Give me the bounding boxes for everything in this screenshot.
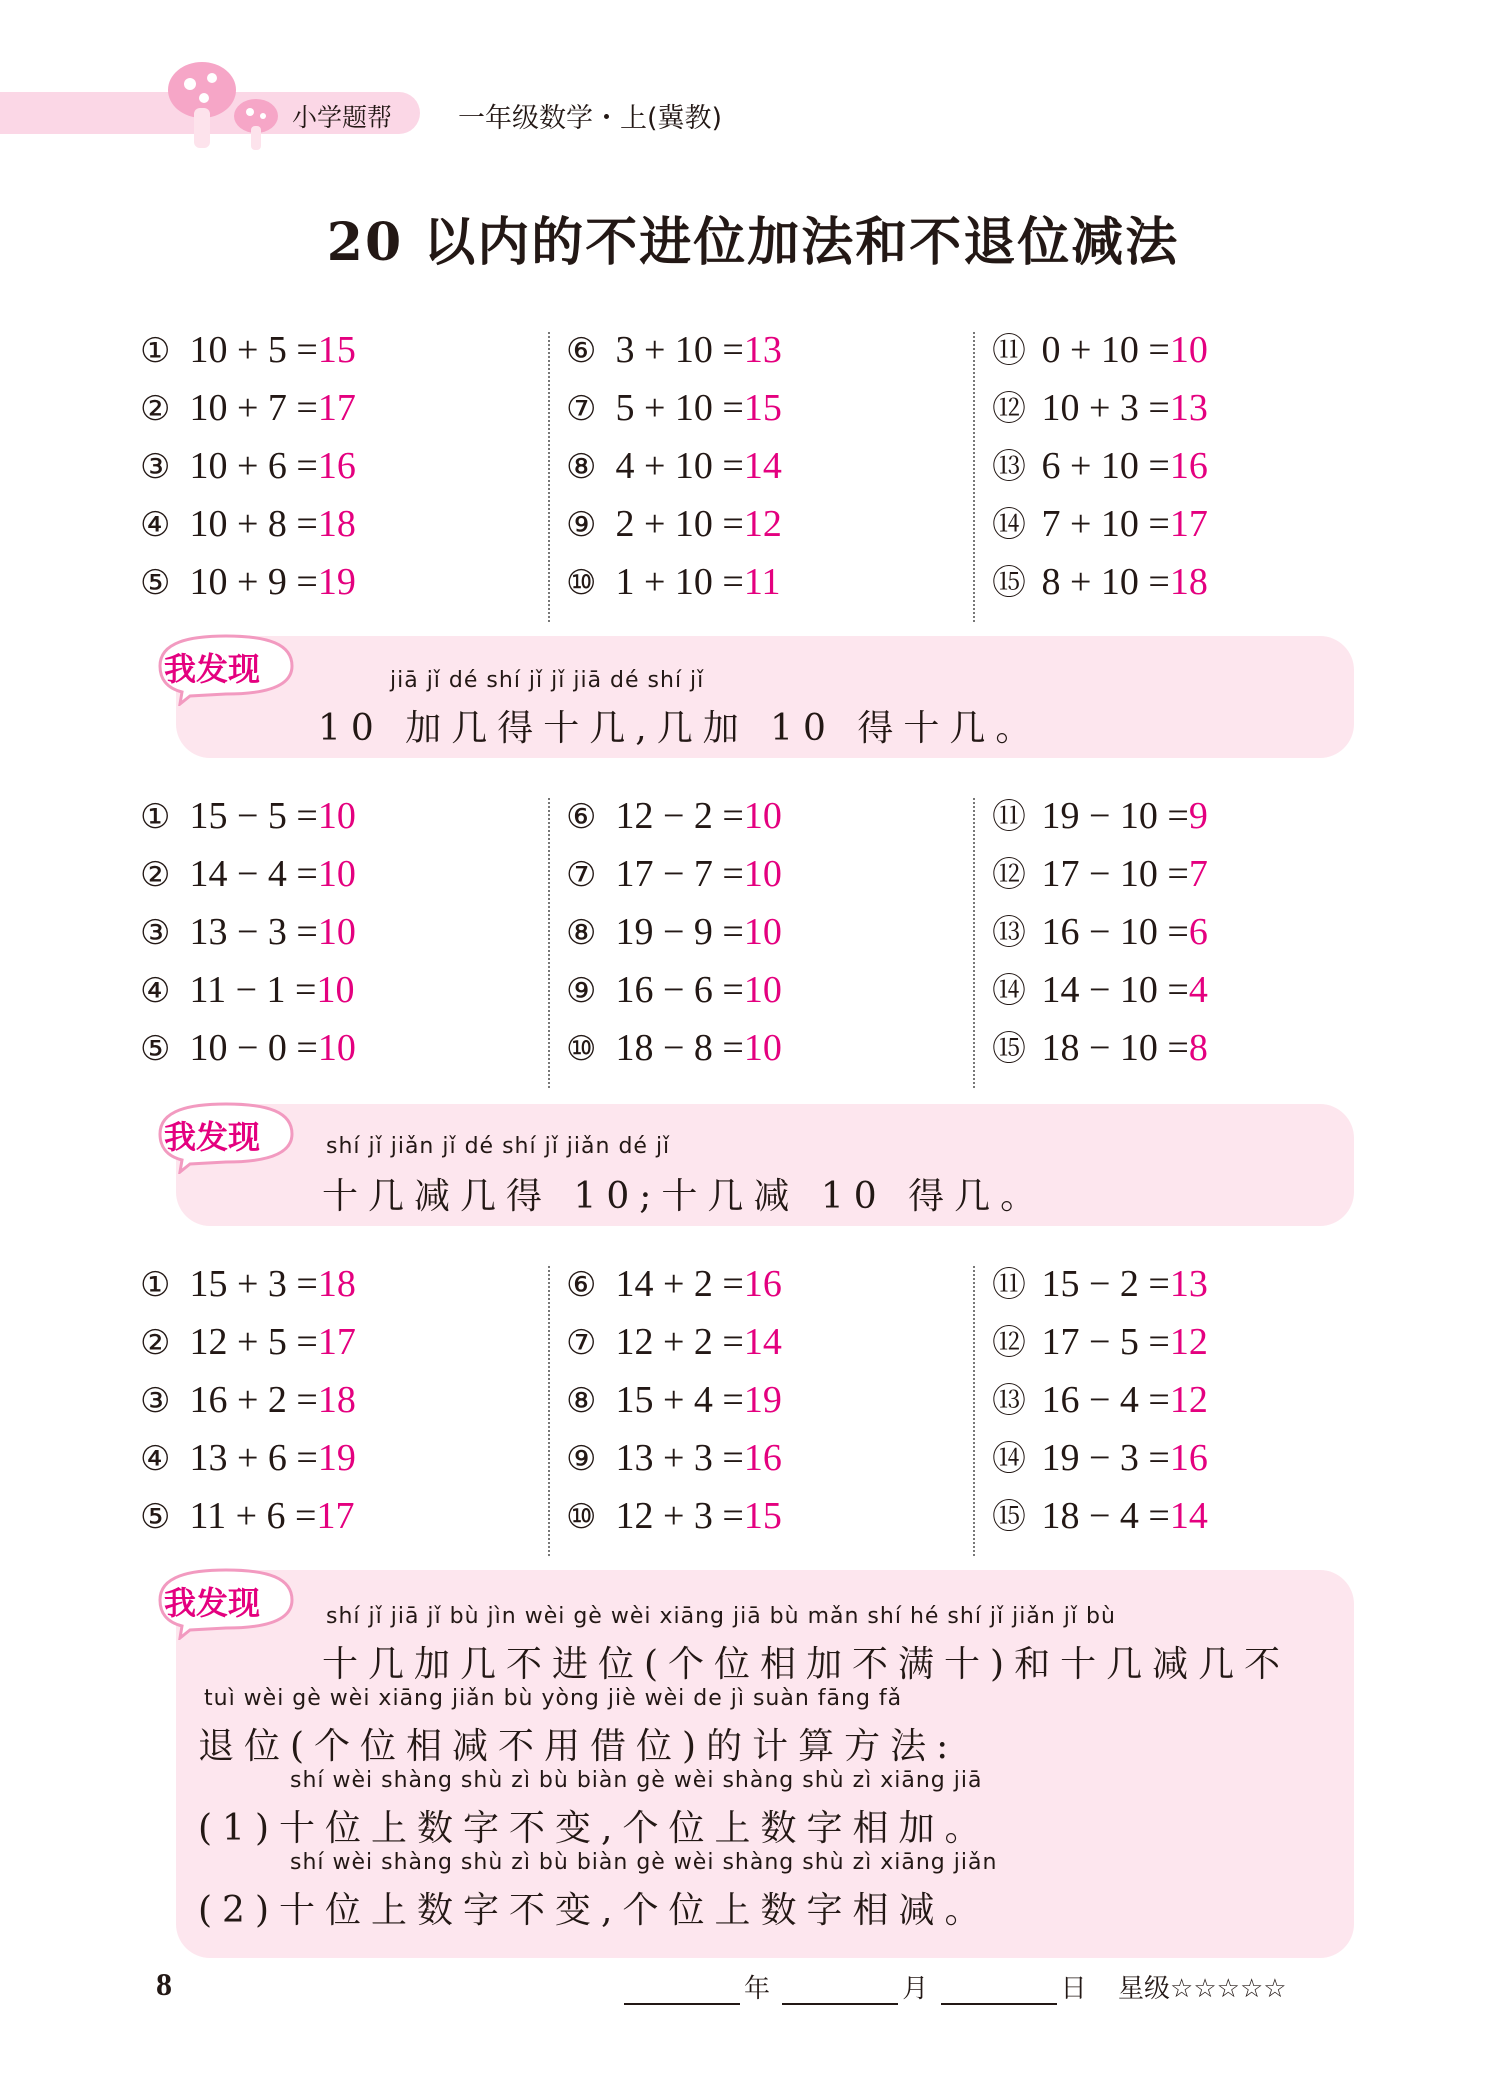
answer: 15: [743, 387, 782, 429]
month-blank: [782, 2003, 898, 2005]
answer: 16: [743, 1263, 782, 1305]
exercise-item: ⑦ 5 + 10 =15: [566, 387, 782, 429]
answer: 16: [1169, 445, 1208, 487]
exercise-item: ⑨ 2 + 10 =12: [566, 503, 782, 545]
page-title: 20 以内的不进位加法和不退位减法: [326, 212, 1180, 273]
exercise-item: ⑫ 10 + 3 =13: [992, 387, 1208, 429]
exercise-item: ⑪ 19 − 10 =9: [992, 795, 1208, 837]
exercise-grid-2: [0, 796, 1506, 1086]
pinyin-line: shí jǐ jiǎn jǐ dé shí jǐ jiǎn dé jǐ: [326, 1134, 671, 1159]
exercise-item: ① 15 + 3 =18: [140, 1263, 356, 1305]
answer: 16: [317, 445, 356, 487]
exercise-item: ⑩ 18 − 8 =10: [566, 1027, 782, 1069]
exercise-item: ③ 16 + 2 =18: [140, 1379, 356, 1421]
exercise-item: ⑥ 12 − 2 =10: [566, 795, 782, 837]
answer: 12: [1169, 1379, 1208, 1421]
answer: 10: [317, 911, 356, 953]
answer: 15: [743, 1495, 782, 1537]
pinyin-line: shí wèi shàng shù zì bù biàn gè wèi shàng shù zì xiāng jiā: [290, 1768, 983, 1793]
exercise-item: ③ 13 − 3 =10: [140, 911, 356, 953]
exercise-item: ⑧ 15 + 4 =19: [566, 1379, 782, 1421]
exercise-item: ⑬ 16 − 10 =6: [992, 911, 1208, 953]
answer: 13: [1169, 1263, 1208, 1305]
exercise-item: ⑬ 6 + 10 =16: [992, 445, 1208, 487]
star-rating: [1118, 1968, 1287, 2005]
answer: 14: [743, 445, 782, 487]
book-title: 一年级数学・上(冀教): [458, 103, 723, 134]
exercise-item: ⑤ 10 − 0 =10: [140, 1027, 356, 1069]
answer: 17: [1169, 503, 1208, 545]
answer: 19: [317, 561, 356, 603]
answer: 14: [743, 1321, 782, 1363]
exercise-item: ② 12 + 5 =17: [140, 1321, 356, 1363]
answer: 10: [316, 969, 355, 1011]
exercise-item: ⑪ 0 + 10 =10: [992, 329, 1208, 371]
answer: 9: [1188, 795, 1208, 837]
exercise-item: ④ 11 − 1 =10: [140, 969, 355, 1011]
discover-badge: 我发现: [150, 630, 302, 702]
exercise-item: ① 10 + 5 =15: [140, 329, 356, 371]
exercise-item: ⑫ 17 − 5 =12: [992, 1321, 1208, 1363]
exercise-item: ⑪ 15 − 2 =13: [992, 1263, 1208, 1305]
exercise-item: ⑭ 7 + 10 =17: [992, 503, 1208, 545]
exercise-item: ⑮ 18 − 4 =14: [992, 1495, 1208, 1537]
exercise-item: ⑮ 18 − 10 =8: [992, 1027, 1208, 1069]
answer: 7: [1188, 853, 1208, 895]
answer: 8: [1188, 1027, 1208, 1069]
exercise-item: ⑭ 14 − 10 =4: [992, 969, 1208, 1011]
answer: 12: [743, 503, 782, 545]
stars-label: 星级: [1118, 1974, 1171, 2004]
answer: 14: [1169, 1495, 1208, 1537]
answer: 11: [743, 561, 781, 603]
answer: 10: [317, 795, 356, 837]
exercise-item: ⑨ 13 + 3 =16: [566, 1437, 782, 1479]
day-blank: [941, 2003, 1057, 2005]
answer: 19: [743, 1379, 782, 1421]
answer: 17: [316, 1495, 355, 1537]
discover-text: 十几减几得 10;十几减 10 得几。: [322, 1176, 1047, 1217]
exercise-item: ② 14 − 4 =10: [140, 853, 356, 895]
answer: 13: [1169, 387, 1208, 429]
exercise-item: ⑩ 1 + 10 =11: [566, 561, 781, 603]
discover-text: (2)十位上数字不变,个位上数字相减。: [198, 1890, 991, 1931]
exercise-item: ⑭ 19 − 3 =16: [992, 1437, 1208, 1479]
answer: 10: [743, 795, 782, 837]
exercise-item: ⑩ 12 + 3 =15: [566, 1495, 782, 1537]
answer: 10: [317, 1027, 356, 1069]
discover-text: 退位(个位相减不用借位)的计算方法:: [198, 1726, 959, 1767]
exercise-item: ⑦ 17 − 7 =10: [566, 853, 782, 895]
answer: 6: [1188, 911, 1208, 953]
date-fields: [620, 1968, 1087, 2005]
discover-badge: 我发现: [150, 1098, 302, 1170]
pinyin-line: shí jǐ jiā jǐ bù jìn wèi gè wèi xiāng jiā bù mǎn shí hé shí jǐ jiǎn jǐ bù: [326, 1604, 1116, 1629]
answer: 12: [1169, 1321, 1208, 1363]
exercise-item: ⑥ 3 + 10 =13: [566, 329, 782, 371]
day-label: 日: [1060, 1974, 1087, 2004]
exercise-item: ⑥ 14 + 2 =16: [566, 1263, 782, 1305]
month-label: 月: [902, 1974, 929, 2004]
exercise-item: ① 15 − 5 =10: [140, 795, 356, 837]
answer: 10: [743, 911, 782, 953]
exercise-item: ⑨ 16 − 6 =10: [566, 969, 782, 1011]
stars-icons: ☆☆☆☆☆: [1170, 1974, 1287, 2004]
answer: 18: [317, 1263, 356, 1305]
exercise-item: ⑮ 8 + 10 =18: [992, 561, 1208, 603]
answer: 15: [317, 329, 356, 371]
exercise-item: ⑤ 11 + 6 =17: [140, 1495, 355, 1537]
discover-text: 10 加几得十几,几加 10 得十几。: [318, 708, 1042, 749]
answer: 10: [743, 853, 782, 895]
exercise-item: ⑬ 16 − 4 =12: [992, 1379, 1208, 1421]
exercise-item: ② 10 + 7 =17: [140, 387, 356, 429]
discover-text: 十几加几不进位(个位相加不满十)和十几减几不: [322, 1644, 1291, 1685]
answer: 17: [317, 387, 356, 429]
pinyin-line: shí wèi shàng shù zì bù biàn gè wèi shàng shù zì xiāng jiǎn: [290, 1850, 998, 1875]
answer: 19: [317, 1437, 356, 1479]
answer: 18: [317, 503, 356, 545]
year-label: 年: [744, 1974, 771, 2004]
answer: 16: [743, 1437, 782, 1479]
exercise-item: ③ 10 + 6 =16: [140, 445, 356, 487]
exercise-grid-1: [0, 330, 1506, 620]
exercise-item: ⑧ 4 + 10 =14: [566, 445, 782, 487]
answer: 10: [743, 969, 782, 1011]
answer: 18: [1169, 561, 1208, 603]
exercise-item: ⑫ 17 − 10 =7: [992, 853, 1208, 895]
exercise-item: ④ 10 + 8 =18: [140, 503, 356, 545]
answer: 16: [1169, 1437, 1208, 1479]
answer: 10: [1169, 329, 1208, 371]
answer: 13: [743, 329, 782, 371]
discover-text: (1)十位上数字不变,个位上数字相加。: [198, 1808, 991, 1849]
page-number: 8: [156, 1966, 172, 2002]
answer: 10: [317, 853, 356, 895]
exercise-item: ④ 13 + 6 =19: [140, 1437, 356, 1479]
mushroom-logo: [160, 56, 290, 156]
discover-badge: 我发现: [150, 1564, 302, 1636]
brand-name: 小学题帮: [292, 103, 393, 132]
answer: 4: [1188, 969, 1208, 1011]
answer: 18: [317, 1379, 356, 1421]
year-blank: [624, 2003, 740, 2005]
pinyin-line: tuì wèi gè wèi xiāng jiǎn bù yòng jiè wèi de jì suàn fāng fǎ: [204, 1686, 903, 1711]
answer: 10: [743, 1027, 782, 1069]
exercise-item: ⑦ 12 + 2 =14: [566, 1321, 782, 1363]
answer: 17: [317, 1321, 356, 1363]
exercise-grid-3: [0, 1264, 1506, 1554]
exercise-item: ⑤ 10 + 9 =19: [140, 561, 356, 603]
exercise-item: ⑧ 19 − 9 =10: [566, 911, 782, 953]
pinyin-line: jiā jǐ dé shí jǐ jǐ jiā dé shí jǐ: [390, 668, 705, 693]
